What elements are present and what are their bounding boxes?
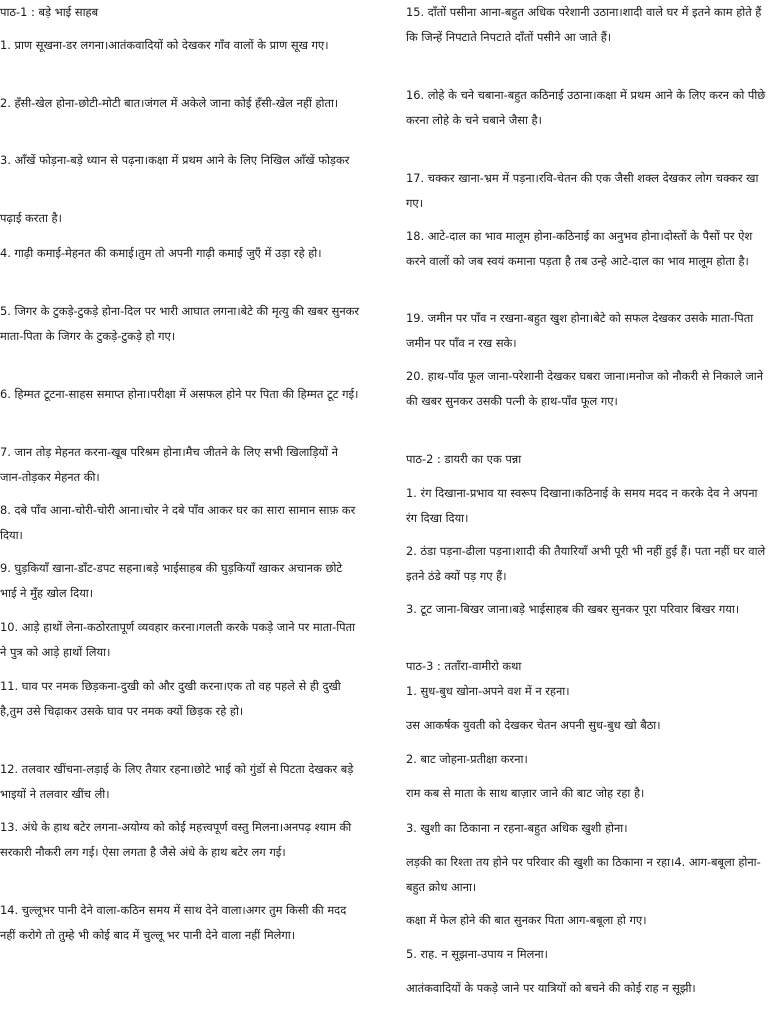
idiom-entry: 3. आँखें फोड़ना-बड़े ध्यान से पढ़ना।कक्षा में प्रथम आने के लिए निखिल आँखें फोड़कर (0, 153, 350, 167)
idiom-entry: 12. तलवार खींचना-लड़ाई के लिए तैयार रहना।छोटे भाई को गुंडों से पिटता देखकर बड़े भाइयों ने तलवार खींच ली। (0, 762, 354, 801)
idiom-example: आतंकवादियों के पकड़े जाने पर यात्रियों को बचने की कोई राह न सूझी। (406, 981, 696, 995)
idiom-entry: 2. बाट जोहना-प्रतीक्षा करना। (406, 752, 528, 766)
idiom-entry: 3. टूट जाना-बिखर जाना।बड़े भाईसाहब की खबर सुनकर पूरा परिवार बिखर गया। (406, 602, 740, 616)
lesson-1-heading: पाठ-1 : बड़े भाई साहब (0, 5, 99, 19)
idiom-entry: 19. जमीन पर पाँव न रखना-बहुत खुश होना।बेटे को सफल देखकर उसके माता-पिता जमीन पर पाँव न रख सके। (406, 311, 754, 350)
idiom-entry: 13. अंधे के हाथ बटेर लगना-अयोग्य को कोई महत्त्वपूर्ण वस्तु मिलना।अनपढ़ श्याम की सरकारी नौकरी लग गई। ऐसा लगता है जैसे अंधे के हाथ बटेर लग गई। (0, 820, 352, 859)
idiom-example: कक्षा में फेल होने की बात सुनकर पिता आग-बबूला हो गए। (406, 913, 647, 927)
idiom-entry: 9. घुड़कियाँ खाना-डाँट-डपट सहना।बड़े भाईसाहब की घुड़कियाँ खाकर अचानक छोटे भाई ने मुँह खोल दिया। (0, 561, 343, 600)
idiom-entry: 8. दबे पाँव आना-चोरी-चोरी आना।चोर ने दबे पाँव आकर घर का सारा सामान साफ़ कर दिया। (0, 503, 356, 542)
idiom-example: लड़की का रिश्ता तय होने पर परिवार की खुशी का ठिकाना न रहा।4. आग-बबूला होना-बहुत क्रोध आना। (406, 855, 761, 894)
idiom-entry-continued: पढ़ाई करता है। (0, 211, 62, 225)
idiom-entry: 14. चुल्लूभर पानी देने वाला-कठिन समय में साथ देने वाला।अगर तुम किसी की मदद नहीं करोगे तो तुम्हे भी कोई बाद में चुल्लू भर पानी देने वाला नहीं मिलेगा। (0, 903, 347, 942)
idiom-entry: 17. चक्कर खाना-भ्रम में पड़ना।रवि-चेतन की एक जैसी शक्ल देखकर लोग चक्कर खा गए। (406, 171, 759, 210)
lesson-2-heading: पाठ-2 : डायरी का एक पन्ना (406, 452, 522, 466)
idiom-entry: 1. प्राण सूखना-डर लगना।आतंकवादियों को देखकर गाँव वालों के प्राण सूख गए। (0, 38, 329, 52)
idiom-entry: 18. आटे-दाल का भाव मालूम होना-कठिनाई का अनुभव होना।दोस्तों के पैसों पर ऐश करने वालों को जब स्वयं कमाना पड़ता है तब उन्हे आटे-दाल का भाव मालूम होता है। (406, 229, 753, 268)
idiom-entry: 15. दाँतों पसीना आना-बहुत अधिक परेशानी उठाना।शादी वाले घर में इतने काम होते हैं कि जिन्हें निपटाते निपटाते दाँतों पसीने आ जाते हैं। (406, 5, 762, 44)
idiom-entry: 5. जिगर के टुकड़े-टुकड़े होना-दिल पर भारी आघात लगना।बेटे की मृत्यु की खबर सुनकर माता-पिता के जिगर के टुकड़े-टुकड़े हो गए। (0, 304, 360, 343)
idiom-entry: 3. खुशी का ठिकाना न रहना-बहुत अधिक खुशी होना। (406, 821, 628, 835)
idiom-entry: 6. हिम्मत टूटना-साहस समाप्त होना।परीक्षा में असफल होने पर पिता की हिम्मत टूट गई। (0, 387, 359, 401)
idiom-entry: 20. हाथ-पाँव फूल जाना-परेशानी देखकर घबरा जाना।मनोज को नौकरी से निकाले जाने की खबर सुनकर उसकी पत्नी के हाथ-पाँव फूल गए। (406, 369, 764, 408)
idiom-entry: 5. राह. न सूझना-उपाय न मिलना। (406, 947, 548, 961)
idiom-entry: 10. आड़े हाथों लेना-कठोरतापूर्ण व्यवहार करना।गलती करके पकड़े जाने पर माता-पिता ने पुत्र को आड़े हाथों लिया। (0, 620, 356, 659)
idiom-example: राम कब से माता के साथ बाज़ार जाने की बाट जोह रहा है। (406, 786, 645, 800)
idiom-entry: 1. रंग दिखाना-प्रभाव या स्वरूप दिखाना।कठिनाई के समय मदद न करके देव ने अपना रंग दिखा दिया। (406, 486, 758, 525)
idiom-entry: 16. लोहे के चने चबाना-बहुत कठिनाई उठाना।कक्षा में प्रथम आने के लिए करन को पीछे करना लोहे के चने चबाने जैसा है। (406, 88, 766, 127)
idiom-entry: 2. हँसी-खेल होना-छोटी-मोटी बात।जंगल में अकेले जाना कोई हँसी-खेल नहीं होता। (0, 96, 339, 110)
idiom-entry: 1. सुध-बुध खोना-अपने वश में न रहना। (406, 684, 570, 698)
lesson-3-heading: पाठ-3 : तताँरा-वामीरो कथा (406, 659, 522, 673)
idiom-entry: 11. घाव पर नमक छिड़कना-दुखी को और दुखी करना।एक तो वह पहले से ही दुखी है,तुम उसे चिढ़ाकर उसके घाव पर नमक क्यों छिड़क रहे हो। (0, 679, 341, 718)
idiom-entry: 7. जान तोड़ मेहनत करना-खूब परिश्रम होना।मैच जीतने के लिए सभी खिलाड़ियों ने जान-तोड़कर मेहनत की। (0, 445, 338, 484)
idiom-entry: 4. गाढ़ी कमाई-मेहनत की कमाई।तुम तो अपनी गाढ़ी कमाई जुएँ में उड़ा रहे हो। (0, 246, 322, 260)
idiom-example: उस आकर्षक युवती को देखकर चेतन अपनी सुध-बुध खो बैठा। (406, 718, 661, 732)
idiom-entry: 2. ठंडा पड़ना-ढीला पड़ना।शादी की तैयारियाँ अभी पूरी भी नहीं हुई हैं। पता नहीं घर वाले इतने ठंडे क्यों पड़ गए हैं। (406, 544, 766, 583)
